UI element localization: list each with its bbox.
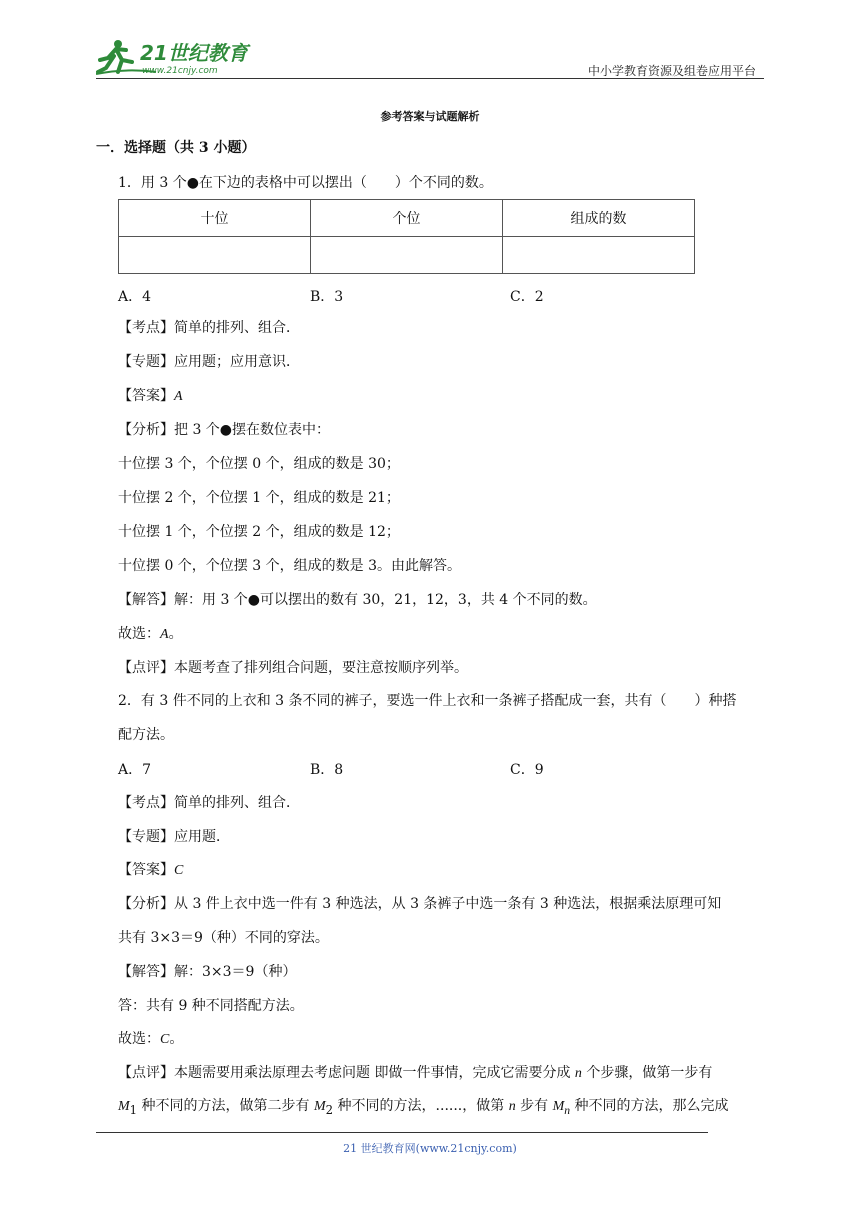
comment-text: 【点评】本题需要用乘法原理去考虑问题 即做一件事情，完成它需要分成 bbox=[118, 1065, 575, 1081]
comment-text: 种不同的方法，做第二步有 bbox=[137, 1098, 314, 1114]
q1-analysis-line: 十位摆 3 个，个位摆 0 个，组成的数是 30； bbox=[118, 456, 400, 472]
q1-analysis-line: 十位摆 1 个，个位摆 2 个，组成的数是 12； bbox=[118, 524, 400, 540]
q2-kaodian: 【考点】简单的排列、组合． bbox=[118, 795, 300, 811]
q1-solution: 【解答】解：用 3 个●可以摆出的数有 30，21，12，3，共 4 个不同的数。 bbox=[118, 592, 597, 608]
comment-text: 种不同的方法，那么完成 bbox=[570, 1098, 729, 1114]
q2-stem-line2: 配方法。 bbox=[118, 727, 174, 743]
table-header-cell: 组成的数 bbox=[503, 200, 695, 237]
table-cell bbox=[311, 237, 503, 274]
q2-option-b: B．8 bbox=[310, 762, 344, 778]
answer-value: C bbox=[174, 863, 184, 878]
table-cell bbox=[503, 237, 695, 274]
choice-value: A bbox=[160, 627, 169, 642]
q1-option-a: A．4 bbox=[118, 289, 152, 305]
table-row bbox=[119, 237, 695, 274]
document-title: 参考答案与试题解析 bbox=[380, 110, 480, 123]
q1-option-c: C．2 bbox=[510, 289, 544, 305]
q1-analysis-line: 十位摆 0 个，个位摆 3 个，组成的数是 3。由此解答。 bbox=[118, 558, 461, 574]
q1-place-value-table bbox=[118, 199, 695, 274]
q2-choice bbox=[118, 1029, 183, 1050]
choice-value: C bbox=[160, 1032, 170, 1047]
comment-var: M bbox=[314, 1099, 326, 1114]
choice-suffix: 。 bbox=[169, 1031, 184, 1047]
table-header-row bbox=[119, 200, 695, 237]
choice-prefix: 故选： bbox=[118, 1031, 160, 1047]
header-divider bbox=[96, 78, 764, 79]
q2-option-a: A．7 bbox=[118, 762, 152, 778]
q1-kaodian: 【考点】简单的排列、组合． bbox=[118, 320, 300, 336]
comment-sub: 1 bbox=[129, 1102, 138, 1117]
q2-analysis-line1: 【分析】从 3 件上衣中选一件有 3 种选法，从 3 条裤子中选一条有 3 种选法，根据乘法原理可知 bbox=[118, 896, 722, 912]
q1-analysis: 【分析】把 3 个●摆在数位表中： bbox=[118, 422, 331, 438]
q2-reply: 答：共有 9 种不同搭配方法。 bbox=[118, 998, 304, 1014]
comment-var: M bbox=[552, 1099, 565, 1114]
comment-text: 步有 bbox=[515, 1098, 553, 1114]
comment-var: n bbox=[574, 1066, 582, 1081]
footer-divider bbox=[96, 1132, 708, 1133]
comment-sub: 2 bbox=[325, 1102, 334, 1117]
answer-label: 【答案】 bbox=[118, 862, 174, 878]
table-cell bbox=[119, 237, 311, 274]
q1-option-b: B．3 bbox=[310, 289, 344, 305]
choice-suffix: 。 bbox=[168, 626, 183, 642]
footer-link[interactable]: 21 世纪教育网(www.21cnjy.com) bbox=[343, 1142, 517, 1155]
q1-stem: 1．用 3 个●在下边的表格中可以摆出（ ）个不同的数。 bbox=[118, 175, 493, 191]
q2-comment-line1 bbox=[118, 1063, 712, 1084]
q2-option-c: C．9 bbox=[510, 762, 544, 778]
q1-zhuanti: 【专题】应用题；应用意识． bbox=[118, 354, 300, 370]
q1-choice bbox=[118, 624, 183, 645]
answer-label: 【答案】 bbox=[118, 388, 174, 404]
answer-value: A bbox=[174, 389, 183, 404]
table-header-cell: 个位 bbox=[311, 200, 503, 237]
comment-sub: n bbox=[564, 1103, 571, 1117]
q2-stem-line1: 2．有 3 件不同的上衣和 3 条不同的裤子，要选一件上衣和一条裤子搭配成一套，共有（ ）种搭 bbox=[118, 693, 737, 709]
q2-comment-line2 bbox=[118, 1096, 729, 1121]
q2-zhuanti: 【专题】应用题． bbox=[118, 829, 230, 845]
choice-prefix: 故选： bbox=[118, 626, 160, 642]
q1-analysis-line: 十位摆 2 个，个位摆 1 个，组成的数是 21； bbox=[118, 490, 400, 506]
comment-text: 个步骤，做第一步有 bbox=[581, 1065, 713, 1081]
q1-answer bbox=[118, 386, 183, 407]
table-header-cell: 十位 bbox=[119, 200, 311, 237]
section-heading: 一．选择题（共 3 小题） bbox=[96, 140, 256, 156]
q2-answer bbox=[118, 860, 183, 881]
q1-comment: 【点评】本题考查了排列组合问题，要注意按顺序列举。 bbox=[118, 660, 468, 676]
comment-var: M bbox=[118, 1099, 130, 1114]
q2-solution: 【解答】解：3×3＝9（种） bbox=[118, 964, 297, 980]
header-platform-name: 中小学教育资源及组卷应用平台 bbox=[587, 64, 756, 78]
logo-url-text: www.21cnjy.com bbox=[142, 66, 218, 76]
comment-var: n bbox=[508, 1099, 516, 1114]
logo-main-text: 21世纪教育 bbox=[140, 41, 248, 65]
comment-text: 种不同的方法，......，做第 bbox=[333, 1098, 509, 1114]
site-logo bbox=[96, 38, 266, 78]
q2-analysis-line2: 共有 3×3＝9（种）不同的穿法。 bbox=[118, 930, 329, 946]
